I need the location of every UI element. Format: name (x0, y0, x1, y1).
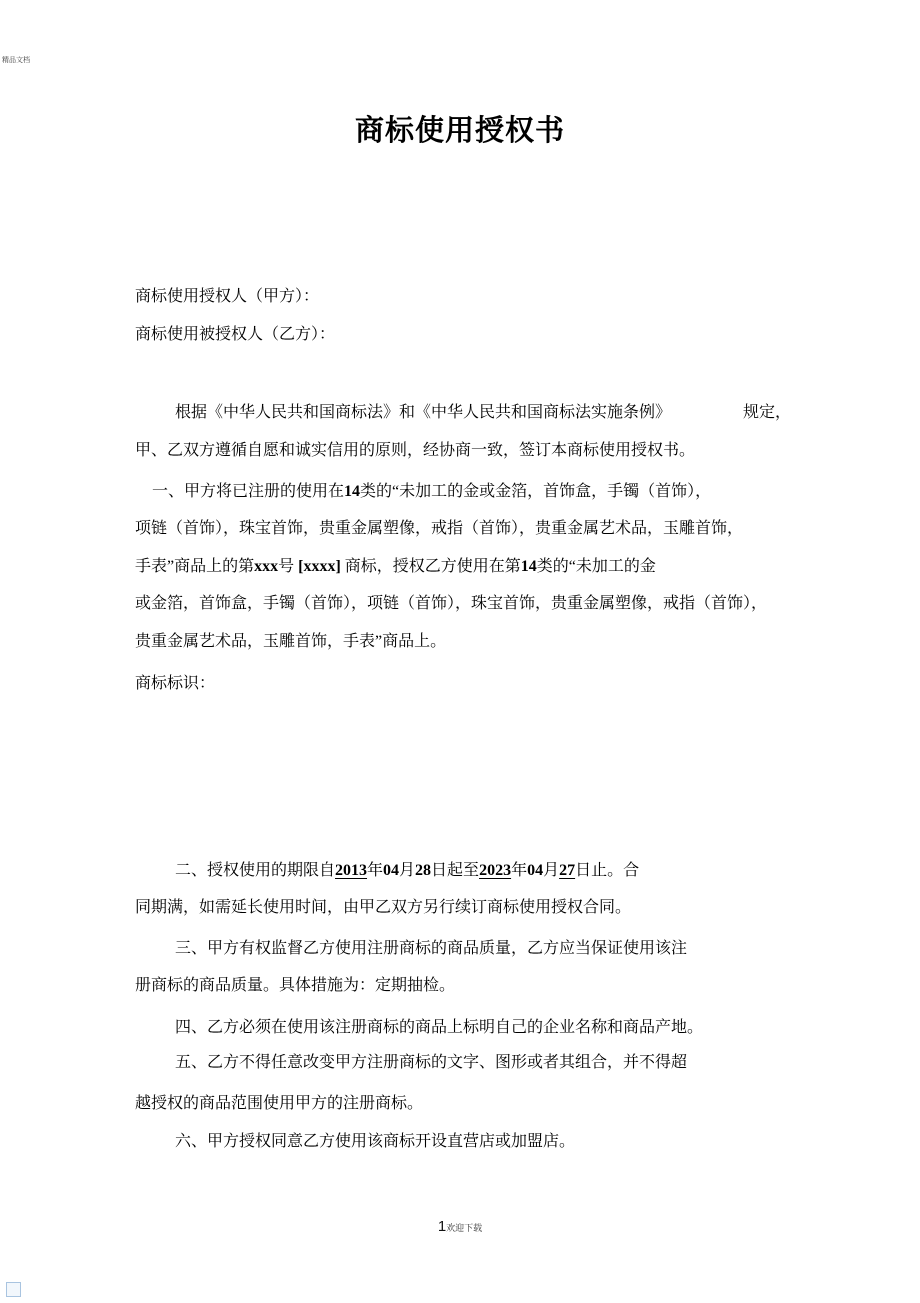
clause3-line-1: 三、甲方有权监督乙方使用注册商标的商品质量，乙方应当保证使用该注 (175, 940, 688, 957)
bottom-left-marker (6, 1282, 21, 1297)
clause2-line-1-pre: 二、授权使用的期限自 (175, 862, 336, 879)
clause2-sep-month-1: 月 (399, 862, 416, 879)
clause5-line-1: 五、乙方不得任意改变甲方注册商标的文字、图形或者其组合，并不得超 (175, 1054, 688, 1071)
clause6-line-1: 六、甲方授权同意乙方使用该商标开设直营店或加盟店。 (175, 1133, 576, 1150)
clause1-line-3-mid1: 号 (278, 558, 299, 575)
clause1-line-2: 项链（首饰），珠宝首饰，贵重金属塑像，戒指（首饰），贵重金属艺术品，玉雕首饰， (135, 520, 744, 537)
intro-line-2: 甲、乙双方遵循自愿和诚实信用的原则，经协商一致，签订本商标使用授权书。 (135, 442, 696, 459)
party-licensee-line: 商标使用被授权人（乙方）： (135, 326, 336, 343)
clause5-line-2: 越授权的商品范围使用甲方的注册商标。 (135, 1095, 424, 1112)
clause1-line-1-suf: 类的“未加工的金或金箔，首饰盒，手镯（首饰）， (360, 483, 712, 500)
clause2-line-1 (135, 860, 831, 881)
clause2-line-1-mid: 日起至 (431, 862, 480, 879)
clause1-bracket-number: [xxxx] (298, 558, 341, 575)
clause3-line-2: 册商标的商品质量。具体措施为：定期抽检。 (135, 977, 456, 994)
clause1-line-5: 贵重金属艺术品，玉雕首饰，手表”商品上。 (135, 633, 447, 650)
clause2-sep-month-2: 月 (543, 862, 560, 879)
clause2-end-day: 27 (559, 862, 576, 879)
clause2-end-year: 2023 (479, 862, 512, 879)
clause1-class-number-2: 14 (520, 558, 537, 575)
page-footer (0, 1218, 920, 1236)
clause1-line-1 (135, 481, 808, 502)
clause2-line-2: 同期满，如需延长使用时间，由甲乙双方另行续订商标使用授权合同。 (135, 899, 632, 916)
page-number: 1 (437, 1218, 447, 1235)
clause2-sep-year-2: 年 (511, 862, 528, 879)
clause1-line-4: 或金箔，首饰盒，手镯（首饰），项链（首饰），珠宝首饰，贵重金属塑像，戒指（首饰）， (135, 595, 768, 612)
intro-line-1-main: 根据《中华人民共和国商标法》和《中华人民共和国商标法实施条例》 (175, 404, 672, 421)
clause1-line-1-pre: 一、甲方将已注册的使用在 (152, 483, 345, 500)
clause1-line-3-mid2: 商标，授权乙方使用在第 (340, 558, 521, 575)
header-watermark: 精品文档 (2, 57, 30, 64)
clause1-line-3 (135, 556, 791, 577)
clause1-registration-number: xxx (254, 558, 279, 575)
clause1-line-3-pre: 手表”商品上的第 (135, 558, 255, 575)
clause2-line-1-suf: 日止。合 (575, 862, 640, 879)
clause2-sep-year-1: 年 (367, 862, 384, 879)
trademark-mark-label: 商标标识： (135, 675, 216, 692)
clause2-end-month: 04 (527, 862, 544, 879)
clause2-start-month: 04 (383, 862, 400, 879)
clause4-line-1: 四、乙方必须在使用该注册商标的商品上标明自己的企业名称和商品产地。 (175, 1019, 704, 1036)
clause1-class-number: 14 (344, 483, 361, 500)
intro-line-1-right: 规定， (742, 404, 791, 421)
clause2-start-day: 28 (415, 862, 432, 879)
party-licensor-line: 商标使用授权人（甲方）： (135, 288, 320, 305)
footer-note: 欢迎下载 (446, 1223, 483, 1233)
clause1-line-3-suf: 类的“未加工的金 (536, 558, 656, 575)
document-title: 商标使用授权书 (354, 115, 565, 147)
clause2-start-year: 2013 (335, 862, 368, 879)
intro-line-1 (135, 402, 791, 423)
